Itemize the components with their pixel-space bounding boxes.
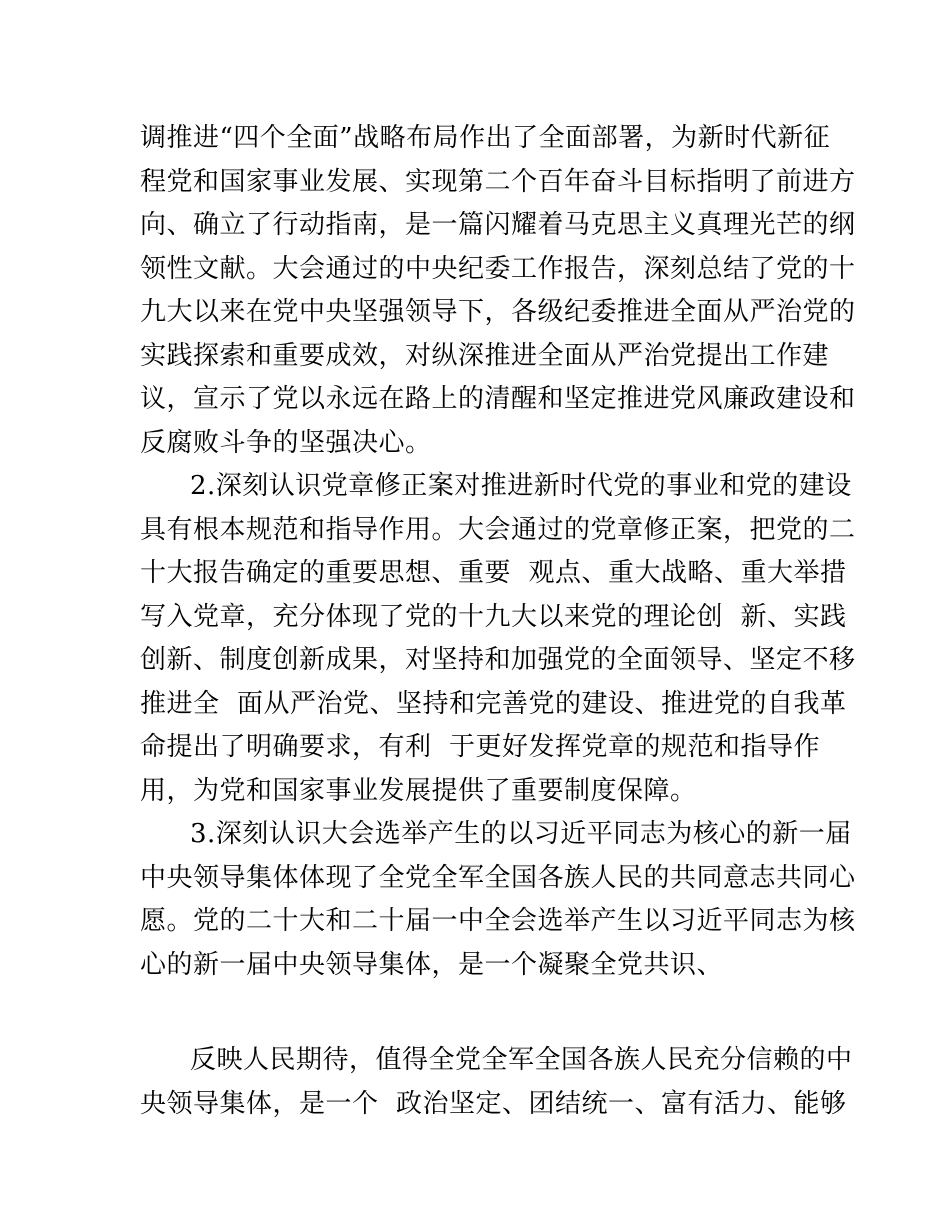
text-line: 愿。党的二十大和二十届一中全会选举产生以习近平同志为核: [140, 906, 856, 936]
text-line: 创新、制度创新成果，对坚持和加强党的全面领导、坚定不移: [140, 645, 856, 675]
text-line: 程党和国家事业发展、实现第二个百年奋斗目标指明了前进方: [140, 167, 856, 197]
text-line: 用，为党和国家事业发展提供了重要制度保障。: [140, 776, 697, 806]
text-line: 命提出了明确要求，有利 于更好发挥党章的规范和指导作: [140, 732, 821, 762]
text-line: 实践探索和重要成效，对纵深推进全面从严治党提出工作建: [140, 341, 830, 371]
text-line: 领性文献。大会通过的中央纪委工作报告，深刻总结了党的十: [140, 254, 856, 284]
text-line: 调推进“四个全面”战略布局作出了全面部署，为新时代新征: [140, 123, 831, 153]
text-line: 央领导集体，是一个 政治坚定、团结统一、富有活力、能够: [140, 1089, 847, 1119]
paragraph-continuation-first-line: 反映人民期待，值得全党全军全国各族人民充分信赖的中: [190, 1045, 853, 1075]
text-line: 反腐败斗争的坚强决心。: [140, 428, 432, 458]
text-line: 心的新一届中央领导集体，是一个凝聚全党共识、: [140, 950, 724, 980]
paragraph-3-first-line: 3.深刻认识大会选举产生的以习近平同志为核心的新一届: [190, 819, 852, 849]
text-line: 推进全 面从严治党、坚持和完善党的建设、推进党的自我革: [140, 689, 847, 719]
paragraph-2-first-line: 2.深刻认识党章修正案对推进新时代党的事业和党的建设: [190, 471, 852, 501]
text-line: 中央领导集体体现了全党全军全国各族人民的共同意志共同心: [140, 863, 856, 893]
text-line: 具有根本规范和指导作用。大会通过的党章修正案，把党的二: [140, 515, 856, 545]
text-line: 十大报告确定的重要思想、重要 观点、重大战略、重大举措: [140, 558, 847, 588]
text-line: 向、确立了行动指南，是一篇闪耀着马克思主义真理光芒的纲: [140, 210, 856, 240]
text-line: 议，宣示了党以永远在路上的清醒和坚定推进党风廉政建设和: [140, 384, 856, 414]
text-line: 九大以来在党中央坚强领导下，各级纪委推进全面从严治党的: [140, 297, 856, 327]
text-line: 写入党章，充分体现了党的十九大以来党的理论创 新、实践: [140, 602, 847, 632]
